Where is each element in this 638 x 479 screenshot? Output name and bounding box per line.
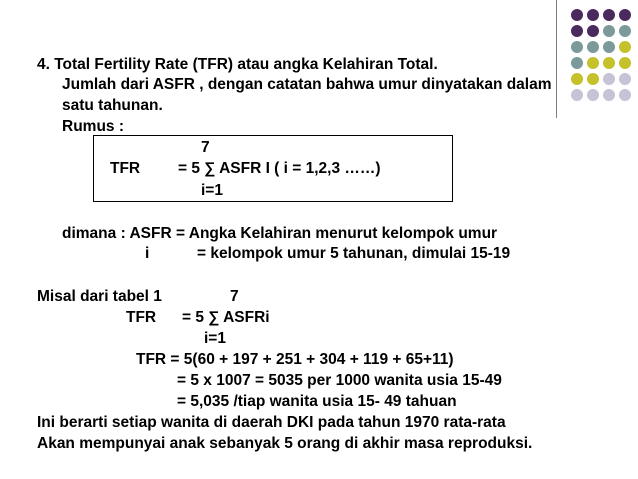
calc-line-2: = 5 x 1007 = 5035 per 1000 wanita usia 15-49 [177, 372, 502, 389]
decoration-dot [587, 89, 599, 101]
decoration-dot [619, 73, 631, 85]
example-lhs: TFR [126, 309, 157, 326]
decoration-dot [603, 73, 615, 85]
conclusion-line-1: Ini berarti setiap wanita di daerah DKI pada tahun 1970 rata-rata [37, 414, 506, 431]
dimana-index-var: i [145, 245, 150, 262]
decoration-dot [587, 9, 599, 21]
decoration-dot [603, 89, 615, 101]
decoration-dot [571, 89, 583, 101]
decoration-vertical-rule [556, 0, 557, 118]
decoration-dot [603, 41, 615, 53]
example-lower-limit: i=1 [204, 330, 226, 347]
decoration-dot [587, 41, 599, 53]
decoration-dot [571, 73, 583, 85]
calc-line-1: TFR = 5(60 + 197 + 251 + 304 + 119 + 65+11) [136, 351, 454, 368]
formula-lower-limit: i=1 [201, 182, 223, 199]
calc-line-3: = 5,035 /tiap wanita usia 15- 49 tahuan [177, 393, 457, 410]
formula-rhs: = 5 ∑ ASFR I ( i = 1,2,3 ……) [178, 160, 381, 177]
example-rhs: = 5 ∑ ASFRi [182, 309, 270, 326]
decoration-dot [587, 25, 599, 37]
decoration-dot [587, 57, 599, 69]
example-upper-limit: 7 [230, 288, 239, 305]
intro-line-2: satu tahunan. [62, 97, 163, 114]
slide-heading: 4. Total Fertility Rate (TFR) atau angka Kelahiran Total. [37, 56, 438, 73]
formula-lhs: TFR [110, 160, 141, 177]
conclusion-line-2: Akan mempunyai anak sebanyak 5 orang di akhir masa reproduksi. [37, 435, 533, 452]
decoration-dot [571, 41, 583, 53]
decoration-dot [619, 89, 631, 101]
intro-line-1: Jumlah dari ASFR , dengan catatan bahwa umur dinyatakan dalam [62, 76, 552, 93]
decoration-dot [619, 9, 631, 21]
decoration-dot [603, 57, 615, 69]
decoration-dot [587, 73, 599, 85]
decoration-dot [603, 25, 615, 37]
example-intro: Misal dari tabel 1 [37, 288, 162, 305]
dimana-line-1: dimana : ASFR = Angka Kelahiran menurut kelompok umur [62, 225, 498, 242]
decoration-dot [619, 41, 631, 53]
rumus-label: Rumus : [62, 118, 124, 135]
formula-upper-limit: 7 [201, 139, 210, 156]
decoration-dot [571, 25, 583, 37]
decoration-dot [571, 57, 583, 69]
decoration-dot [619, 25, 631, 37]
dimana-index-def: = kelompok umur 5 tahunan, dimulai 15-19 [197, 245, 511, 262]
decoration-dot [619, 57, 631, 69]
decoration-dot [603, 9, 615, 21]
decoration-dot [571, 9, 583, 21]
